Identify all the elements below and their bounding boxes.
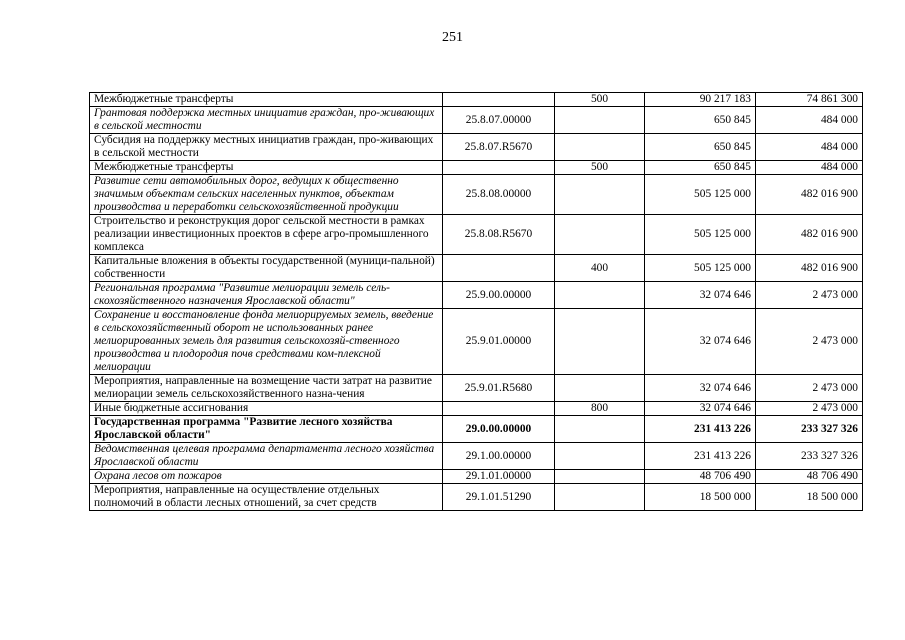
row-expense-type-cell: 800: [555, 402, 645, 416]
row-expense-type-cell: [555, 309, 645, 375]
row-name-cell: Грантовая поддержка местных инициатив граждан, про-живающих в сельской местности: [90, 107, 443, 134]
row-name-cell: Иные бюджетные ассигнования: [90, 402, 443, 416]
row-code-cell: 25.8.07.00000: [443, 107, 555, 134]
row-name-cell: Мероприятия, направленные на осуществление отдельных полномочий в области лесных отношений, за счет средств: [90, 484, 443, 511]
row-expense-type-cell: [555, 375, 645, 402]
row-expense-type-cell: [555, 215, 645, 255]
row-code-cell: 25.8.08.00000: [443, 175, 555, 215]
table-row: [90, 175, 863, 215]
row-amount-year1-cell: 90 217 183: [645, 93, 756, 107]
table-row: [90, 416, 863, 443]
row-expense-type-cell: [555, 282, 645, 309]
row-amount-year2-cell: 482 016 900: [756, 175, 863, 215]
table-row: [90, 134, 863, 161]
row-amount-year2-cell: 233 327 326: [756, 443, 863, 470]
row-name-cell: Охрана лесов от пожаров: [90, 470, 443, 484]
row-expense-type-cell: [555, 175, 645, 215]
row-code-cell: 25.9.00.00000: [443, 282, 555, 309]
row-amount-year2-cell: 482 016 900: [756, 215, 863, 255]
row-code-cell: 29.1.00.00000: [443, 443, 555, 470]
row-name-cell: Сохранение и восстановление фонда мелиорируемых земель, введение в сельскохозяйственный оборот не использованных ранее мелиорированных земель для развития сельскохозяй-ственного производства и плодородия почв средствами ком-плексной мелиорации: [90, 309, 443, 375]
row-code-cell: [443, 402, 555, 416]
table-row: [90, 402, 863, 416]
row-amount-year2-cell: 482 016 900: [756, 255, 863, 282]
row-code-cell: [443, 255, 555, 282]
row-amount-year1-cell: 32 074 646: [645, 402, 756, 416]
row-code-cell: 25.9.01.00000: [443, 309, 555, 375]
row-amount-year2-cell: 484 000: [756, 161, 863, 175]
table-row: [90, 309, 863, 375]
table-row: [90, 470, 863, 484]
row-amount-year1-cell: 650 845: [645, 161, 756, 175]
row-name-cell: Субсидия на поддержку местных инициатив граждан, про-живающих в сельской местности: [90, 134, 443, 161]
row-code-cell: 25.9.01.R5680: [443, 375, 555, 402]
table-row: [90, 443, 863, 470]
row-amount-year1-cell: 48 706 490: [645, 470, 756, 484]
row-amount-year2-cell: 484 000: [756, 107, 863, 134]
row-amount-year2-cell: 74 861 300: [756, 93, 863, 107]
row-amount-year1-cell: 505 125 000: [645, 255, 756, 282]
row-name-cell: Государственная программа "Развитие лесного хозяйства Ярославской области": [90, 416, 443, 443]
row-name-cell: Региональная программа "Развитие мелиорации земель сель-скохозяйственного назначения Ярославской области": [90, 282, 443, 309]
row-name-cell: Строительство и реконструкция дорог сельской местности в рамках реализации инвестиционных проектов в сфере агро-промышленного комплекса: [90, 215, 443, 255]
row-amount-year2-cell: 484 000: [756, 134, 863, 161]
row-expense-type-cell: 400: [555, 255, 645, 282]
row-amount-year1-cell: 505 125 000: [645, 215, 756, 255]
row-amount-year1-cell: 32 074 646: [645, 309, 756, 375]
row-name-cell: Межбюджетные трансферты: [90, 161, 443, 175]
row-code-cell: 29.1.01.51290: [443, 484, 555, 511]
table-row: [90, 107, 863, 134]
table-row: [90, 484, 863, 511]
row-expense-type-cell: [555, 416, 645, 443]
table-row: [90, 282, 863, 309]
row-code-cell: [443, 93, 555, 107]
row-name-cell: Капитальные вложения в объекты государственной (муници-пальной) собственности: [90, 255, 443, 282]
row-amount-year2-cell: 233 327 326: [756, 416, 863, 443]
row-amount-year2-cell: 2 473 000: [756, 375, 863, 402]
row-amount-year1-cell: 18 500 000: [645, 484, 756, 511]
row-amount-year1-cell: 32 074 646: [645, 375, 756, 402]
row-name-cell: Развитие сети автомобильных дорог, ведущих к общественно значимым объектам сельских населенных пунктов, объектам производства и переработки сельскохозяйственной продукции: [90, 175, 443, 215]
row-amount-year1-cell: 505 125 000: [645, 175, 756, 215]
row-expense-type-cell: [555, 484, 645, 511]
row-amount-year1-cell: 231 413 226: [645, 416, 756, 443]
budget-table-body: [90, 93, 863, 511]
row-code-cell: 29.1.01.00000: [443, 470, 555, 484]
row-code-cell: [443, 161, 555, 175]
table-row: [90, 161, 863, 175]
row-amount-year2-cell: 2 473 000: [756, 402, 863, 416]
row-amount-year2-cell: 48 706 490: [756, 470, 863, 484]
page-number: 251: [442, 30, 463, 45]
row-amount-year2-cell: 18 500 000: [756, 484, 863, 511]
row-amount-year1-cell: 650 845: [645, 107, 756, 134]
table-row: [90, 375, 863, 402]
row-code-cell: 25.8.08.R5670: [443, 215, 555, 255]
table-row: [90, 215, 863, 255]
row-amount-year2-cell: 2 473 000: [756, 282, 863, 309]
row-name-cell: Мероприятия, направленные на возмещение части затрат на развитие мелиорации земель сельскохозяйственного назна-чения: [90, 375, 443, 402]
table-row: [90, 93, 863, 107]
row-expense-type-cell: [555, 107, 645, 134]
row-expense-type-cell: [555, 134, 645, 161]
row-expense-type-cell: [555, 443, 645, 470]
row-amount-year2-cell: 2 473 000: [756, 309, 863, 375]
row-amount-year1-cell: 32 074 646: [645, 282, 756, 309]
budget-table: [89, 92, 863, 511]
row-expense-type-cell: 500: [555, 93, 645, 107]
row-name-cell: Межбюджетные трансферты: [90, 93, 443, 107]
row-code-cell: 25.8.07.R5670: [443, 134, 555, 161]
row-code-cell: 29.0.00.00000: [443, 416, 555, 443]
row-expense-type-cell: 500: [555, 161, 645, 175]
table-row: [90, 255, 863, 282]
row-expense-type-cell: [555, 470, 645, 484]
row-amount-year1-cell: 231 413 226: [645, 443, 756, 470]
row-name-cell: Ведомственная целевая программа департамента лесного хозяйства Ярославской области: [90, 443, 443, 470]
row-amount-year1-cell: 650 845: [645, 134, 756, 161]
